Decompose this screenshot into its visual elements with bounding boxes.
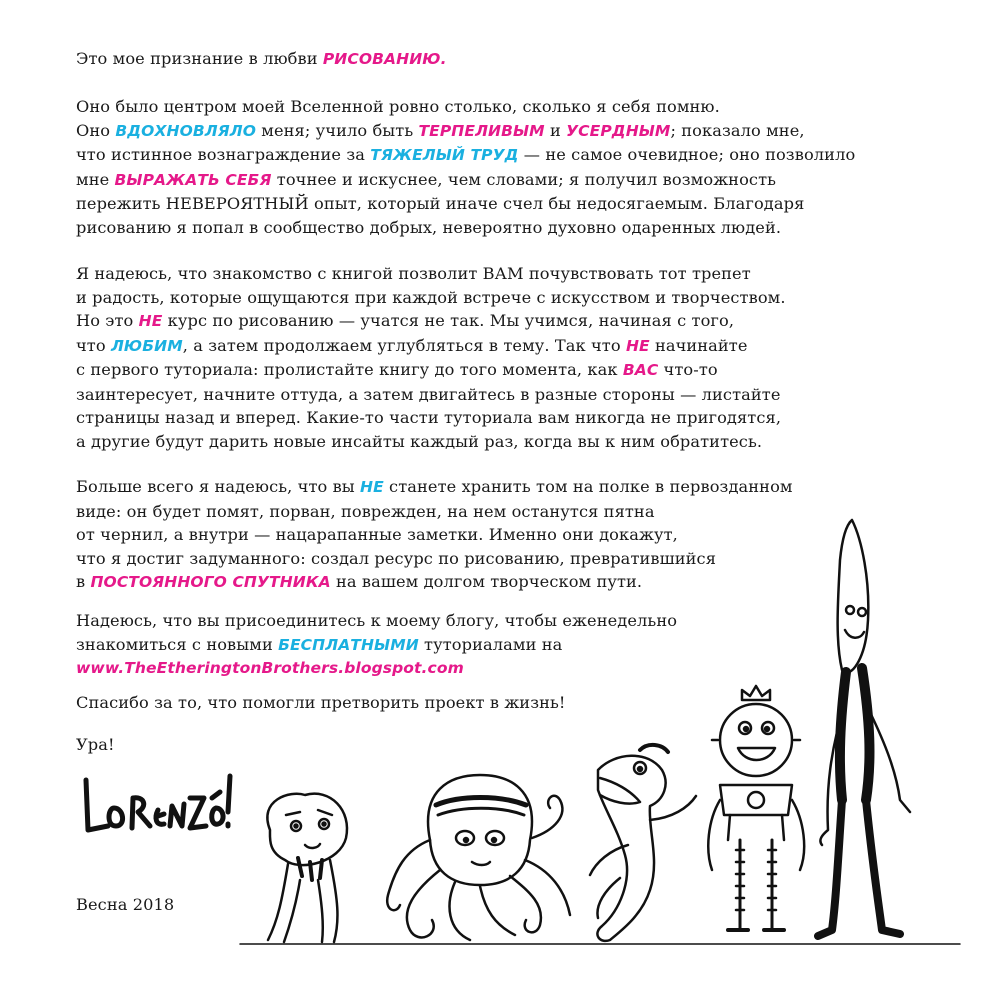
highlight-free: БЕСПЛАТНЫМИ bbox=[278, 635, 419, 654]
intro-text: Это мое признание в любви bbox=[76, 49, 323, 68]
highlight-diligent: УСЕРДНЫМ bbox=[566, 121, 671, 140]
highlight-patient: ТЕРПЕЛИВЫМ bbox=[418, 121, 545, 140]
highlight-not-1: НЕ bbox=[138, 312, 163, 330]
p2-line-2: и радость, которые ощущаются при каждой встрече с искусством и творчеством. bbox=[76, 287, 786, 307]
p2-line-7: страницы назад и вперед. Какие-то части туториала вам никогда не пригодятся, bbox=[76, 408, 782, 427]
tall-slim-character bbox=[818, 520, 910, 936]
blob-character bbox=[267, 794, 347, 942]
p4-line-1: Надеюсь, что вы присоединитесь к моему блогу, чтобы еженедельно bbox=[76, 611, 678, 630]
paragraph-4 bbox=[76, 609, 677, 681]
highlight-not-3: НЕ bbox=[360, 478, 384, 496]
p2-line-4: что ЛЮБИМ, а затем продолжаем углубляться в тему. Так что НЕ начинайте bbox=[76, 335, 748, 355]
p1-line-1: Оно было центром моей Вселенной ровно столько, сколько я себя помню. bbox=[76, 97, 720, 116]
paragraph-1 bbox=[76, 95, 855, 239]
paragraph-3 bbox=[76, 475, 793, 595]
date-line: Весна 2018 bbox=[76, 895, 175, 914]
p3-line-5: в ПОСТОЯННОГО СПУТНИКА на вашем долгом творческом пути. bbox=[76, 572, 643, 591]
highlight-drawing: РИСОВАНИЮ. bbox=[322, 50, 447, 68]
highlight-not-2: НЕ bbox=[625, 336, 650, 355]
p3-line-1: Больше всего я надеюсь, что вы НЕ станете хранить том на полке в первозданном bbox=[76, 477, 793, 496]
p1-line-4: мне ВЫРАЖАТЬ СЕБЯ точнее и искуснее, чем словами; я получил возможность bbox=[76, 169, 777, 189]
p1-line-6: рисованию я попал в сообщество добрых, невероятно духовно одаренных людей. bbox=[76, 217, 782, 237]
p4-line-2: знакомиться с новыми БЕСПЛАТНЫМИ туториалами на bbox=[76, 634, 563, 654]
blog-link[interactable]: www.TheEtheringtonBrothers.blogspot.com bbox=[76, 659, 464, 677]
highlight-inspired: ВДОХНОВЛЯЛО bbox=[115, 121, 257, 140]
cheer-line: Ура! bbox=[76, 735, 115, 754]
p2-line-8: а другие будут дарить новые инсайты каждый раз, когда вы к ним обратитесь. bbox=[76, 431, 763, 451]
highlight-love: ЛЮБИМ bbox=[110, 336, 183, 355]
p1-line-3: что истинное вознаграждение за ТЯЖЕЛЫЙ ТРУД — не самое очевидное; оно позволило bbox=[76, 145, 856, 164]
p1-line-2: Оно ВДОХНОВЛЯЛО меня; учило быть ТЕРПЕЛИВЫМ и УСЕРДНЫМ; показало мне, bbox=[76, 120, 805, 140]
highlight-express-self: ВЫРАЖАТЬ СЕБЯ bbox=[114, 170, 272, 189]
highlight-hard-work: ТЯЖЕЛЫЙ ТРУД bbox=[370, 146, 519, 164]
p2-line-5: с первого туториала: пролистайте книгу до того момента, как ВАС что-то bbox=[76, 360, 718, 379]
p3-line-2: виде: он будет помят, порван, поврежден, на нем останутся пятна bbox=[76, 501, 655, 521]
octopus-character bbox=[387, 775, 570, 940]
p2-line-6: заинтересует, начните оттуда, а затем двигайтесь в разные стороны — листайте bbox=[76, 384, 781, 404]
signature-lorenzo bbox=[78, 768, 238, 848]
highlight-constant-companion: ПОСТОЯННОГО СПУТНИКА bbox=[90, 573, 331, 591]
p1-line-5: пережить НЕВЕРОЯТНЫЙ опыт, который иначе счел бы недосягаемым. Благодаря bbox=[76, 194, 805, 213]
p2-line-3: Но это НЕ курс по рисованию — учатся не так. Мы учимся, начиная с того, bbox=[76, 311, 735, 330]
highlight-you: ВАС bbox=[622, 361, 659, 379]
paragraph-2 bbox=[76, 262, 786, 453]
thanks-line: Спасибо за то, что помогли претворить проект в жизнь! bbox=[76, 693, 566, 712]
p2-line-1: Я надеюсь, что знакомство с книгой позволит ВАМ почувствовать тот трепет bbox=[76, 264, 751, 283]
robot-character bbox=[708, 686, 804, 930]
intro-line bbox=[76, 47, 447, 72]
p3-line-4: что я достиг задуманного: создал ресурс по рисованию, превратившийся bbox=[76, 548, 717, 568]
fish-character bbox=[590, 745, 696, 941]
p3-line-3: от чернил, а внутри — нацарапанные заметки. Именно они докажут, bbox=[76, 525, 678, 544]
